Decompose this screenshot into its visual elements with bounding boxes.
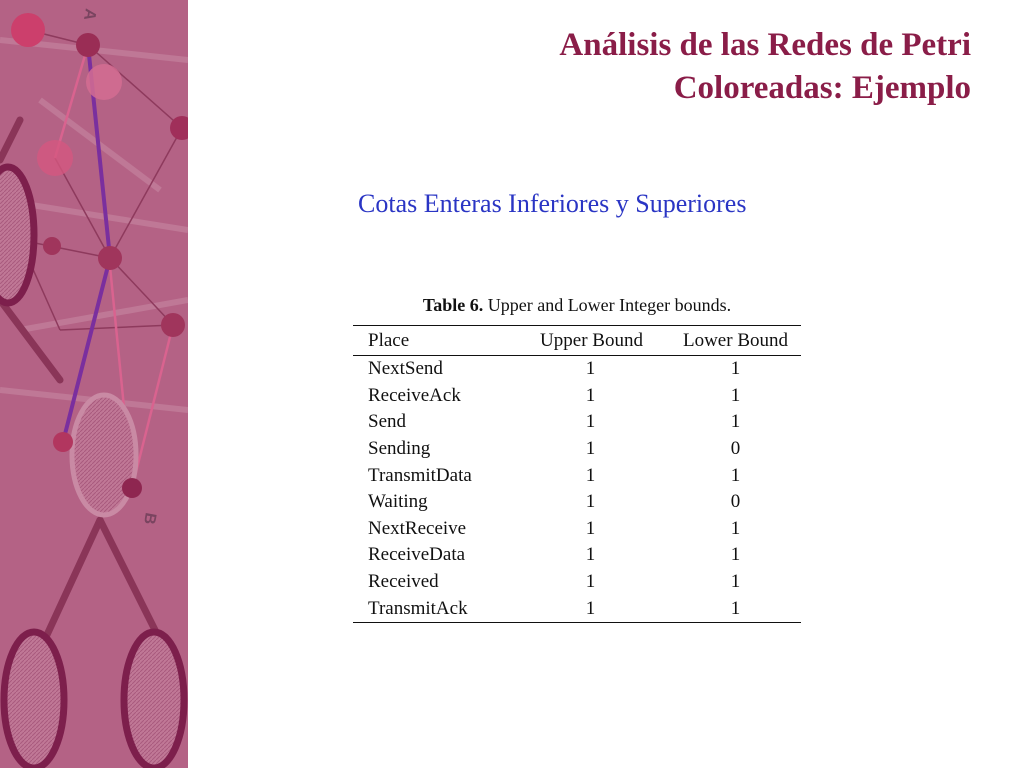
cell-lower-bound: 1 [730,464,741,486]
cell-place: Received [368,571,439,593]
place-node [11,13,45,47]
place-node [86,64,122,100]
cell-place: Sending [368,438,431,460]
ring-node [72,395,136,515]
cell-lower-bound: 0 [730,491,741,513]
cell-place: ReceiveAck [368,384,461,406]
slide-title-line2: Coloreadas: Ejemplo [673,70,971,106]
table-row [353,489,801,516]
slide-title-line1: Análisis de las Redes de Petri [559,27,971,63]
table-caption-label: Table 6. [422,295,484,315]
cell-lower-bound: 0 [730,438,741,460]
cell-lower-bound: 1 [730,571,741,593]
cell-upper-bound: 1 [585,597,596,619]
cell-upper-bound: 1 [585,358,596,380]
table-row [353,356,801,383]
table-row [353,516,801,543]
cell-place: Waiting [368,491,428,513]
cell-place: TransmitAck [368,597,468,619]
table-row [353,436,801,463]
cell-lower-bound: 1 [730,517,741,539]
header-place: Place [368,329,410,351]
cell-lower-bound: 1 [730,544,741,566]
cell-lower-bound: 1 [730,597,741,619]
table-header-row [353,326,801,356]
glyph-label-a: A [80,7,99,22]
table-row [353,462,801,489]
glyph-label-b: B [140,511,159,526]
place-node [43,237,61,255]
cell-place: NextReceive [368,517,467,539]
decorative-sidebar [0,0,188,768]
place-node [98,246,122,270]
place-node [53,432,73,452]
table-row [353,409,801,436]
cell-place: Send [368,411,406,433]
cell-upper-bound: 1 [585,517,596,539]
bounds-table-figure [353,293,801,623]
table-row [353,383,801,410]
header-lower-bound: Lower Bound [682,329,788,351]
cell-lower-bound: 1 [730,384,741,406]
place-node [76,33,100,57]
table-caption-text: Upper and Lower Integer bounds. [483,295,732,315]
cell-upper-bound: 1 [585,544,596,566]
header-upper-bound: Upper Bound [540,329,643,351]
cell-upper-bound: 1 [585,411,596,433]
cell-lower-bound: 1 [730,411,741,433]
cell-upper-bound: 1 [585,491,596,513]
table-row [353,595,801,622]
cell-place: TransmitData [368,464,472,486]
petri-net-illustration [0,0,188,768]
ring-node [4,632,64,768]
cell-place: ReceiveData [368,544,466,566]
ring-node [124,632,184,768]
bounds-table [353,325,801,623]
table-row [353,542,801,569]
cell-lower-bound: 1 [730,358,741,380]
table-caption [353,293,801,317]
slide-title [351,24,971,110]
ring-node [0,167,34,303]
place-node [37,140,73,176]
cell-upper-bound: 1 [585,438,596,460]
cell-upper-bound: 1 [585,464,596,486]
cell-place: NextSend [368,358,443,380]
cell-upper-bound: 1 [585,571,596,593]
slide-subtitle: Cotas Enteras Inferiores y Superiores [358,189,747,218]
place-node [122,478,142,498]
cell-upper-bound: 1 [585,384,596,406]
place-node [161,313,185,337]
table-row [353,569,801,596]
